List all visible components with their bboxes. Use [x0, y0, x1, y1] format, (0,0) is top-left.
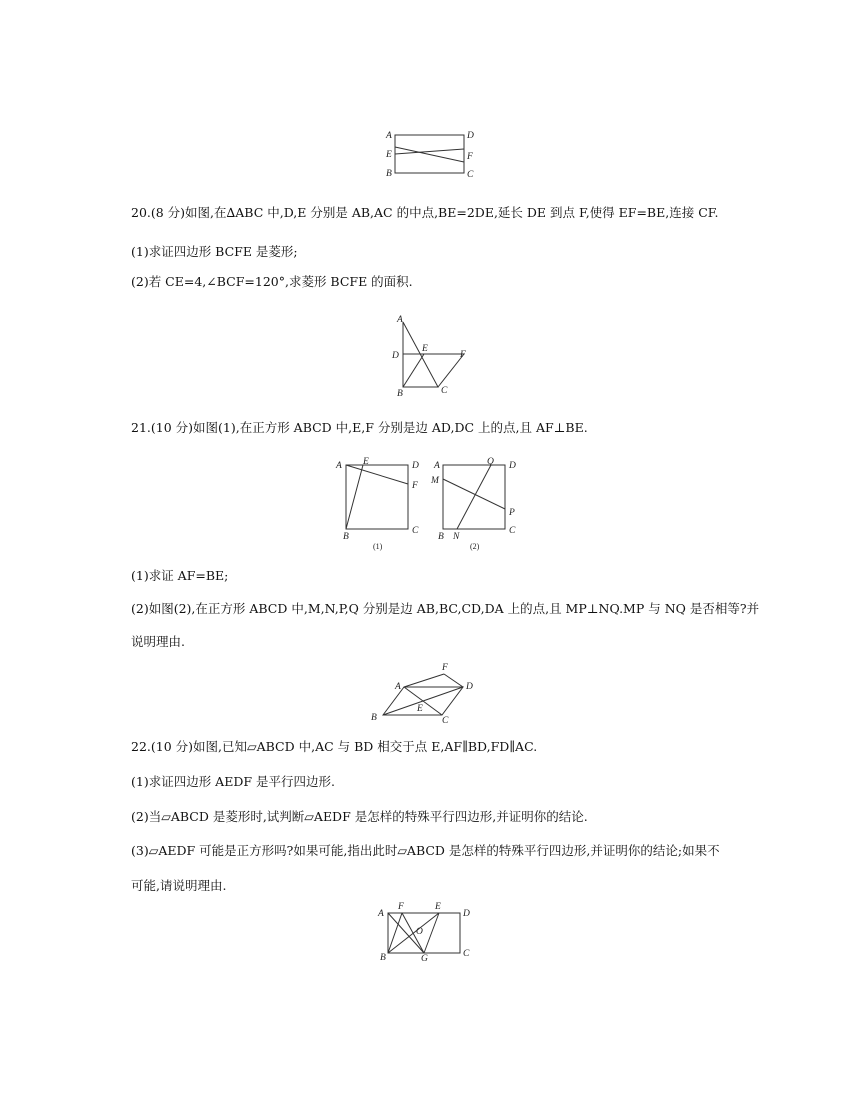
- q20-stem: 20.(8 分)如图,在∆ABC 中,D,E 分别是 AB,AC 的中点,BE=2DE,延长 DE 到点 F,使得 EF=BE,连接 CF.: [131, 205, 719, 220]
- label-n: N: [453, 532, 460, 542]
- label-b: B: [371, 713, 377, 723]
- label-d: D: [463, 909, 470, 919]
- label-d: D: [412, 461, 419, 471]
- segment-fd: [444, 674, 463, 687]
- label-e: E: [386, 150, 392, 160]
- label-b: B: [386, 169, 392, 179]
- label-a: A: [386, 131, 392, 141]
- q22-part1: (1)求证四边形 AEDF 是平行四边形.: [131, 774, 335, 789]
- figure-q22-parallelogram: [366, 660, 480, 726]
- q22-part3-line2: 可能,请说明理由.: [131, 878, 227, 893]
- q22-part2: (2)当▱ABCD 是菱形时,试判断▱AEDF 是怎样的特殊平行四边形,并证明你的结论.: [131, 809, 588, 824]
- label-q: Q: [487, 457, 494, 467]
- label-o: O: [416, 927, 423, 937]
- figure-q21-square-1: [332, 455, 424, 553]
- label-c: C: [509, 526, 516, 536]
- label-c: C: [441, 386, 448, 396]
- segment-af: [346, 465, 408, 484]
- label-e: E: [363, 457, 369, 467]
- q22-stem: 22.(10 分)如图,已知▱ABCD 中,AC 与 BD 相交于点 E,AF∥BD,FD∥AC.: [131, 739, 538, 754]
- segment-be: [346, 465, 363, 529]
- q20-part2: (2)若 CE=4,∠BCF=120°,求菱形 BCFE 的面积.: [131, 274, 413, 289]
- label-d: D: [509, 461, 516, 471]
- label-f: F: [398, 902, 404, 912]
- label-m: M: [431, 476, 439, 486]
- label-e: E: [422, 344, 428, 354]
- label-a: A: [434, 461, 440, 471]
- label-a: A: [395, 682, 401, 692]
- label-c: C: [442, 716, 449, 726]
- caption-2: (2): [470, 542, 480, 551]
- label-c: C: [463, 949, 470, 959]
- label-p: P: [509, 508, 515, 518]
- q20-part1: (1)求证四边形 BCFE 是菱形;: [131, 244, 298, 259]
- label-f: F: [412, 481, 418, 491]
- segment-nq: [457, 465, 491, 529]
- label-f: F: [460, 350, 466, 360]
- q22-part3-line1: (3)▱AEDF 可能是正方形吗?如果可能,指出此时▱ABCD 是怎样的特殊平行四边形,并证明你的结论;如果不: [131, 843, 720, 858]
- label-c: C: [467, 170, 474, 180]
- label-b: B: [438, 532, 444, 542]
- label-d: D: [392, 351, 399, 361]
- label-e: E: [417, 704, 423, 714]
- label-b: B: [380, 953, 386, 963]
- label-d: D: [466, 682, 473, 692]
- label-b: B: [343, 532, 349, 542]
- q21-part2-line2: 说明理由.: [131, 634, 185, 649]
- segment-af: [404, 674, 444, 687]
- label-a: A: [378, 909, 384, 919]
- label-a: A: [336, 461, 342, 471]
- segment-mp: [443, 479, 505, 509]
- figure-top-rectangle: [383, 127, 478, 179]
- label-b: B: [397, 389, 403, 399]
- q21-part2-line1: (2)如图(2),在正方形 ABCD 中,M,N,P,Q 分别是边 AB,BC,CD,DA 上的点,且 MP⊥NQ.MP 与 NQ 是否相等?并: [131, 601, 760, 616]
- figure-q21-square-2: [428, 455, 520, 553]
- label-g: G: [421, 954, 428, 964]
- figure-bottom-rectangle: [372, 900, 478, 962]
- label-f: F: [467, 152, 473, 162]
- label-f: F: [442, 663, 448, 673]
- label-e: E: [435, 902, 441, 912]
- rect-abcd: [388, 913, 460, 953]
- q21-part1: (1)求证 AF=BE;: [131, 568, 229, 583]
- q21-stem: 21.(10 分)如图(1),在正方形 ABCD 中,E,F 分别是边 AD,DC 上的点,且 AF⊥BE.: [131, 420, 588, 435]
- label-c: C: [412, 526, 419, 536]
- segment-be: [403, 354, 424, 387]
- label-d: D: [467, 131, 474, 141]
- caption-1: (1): [373, 542, 383, 551]
- figure-q20-triangle: [390, 312, 475, 398]
- label-a: A: [397, 315, 403, 325]
